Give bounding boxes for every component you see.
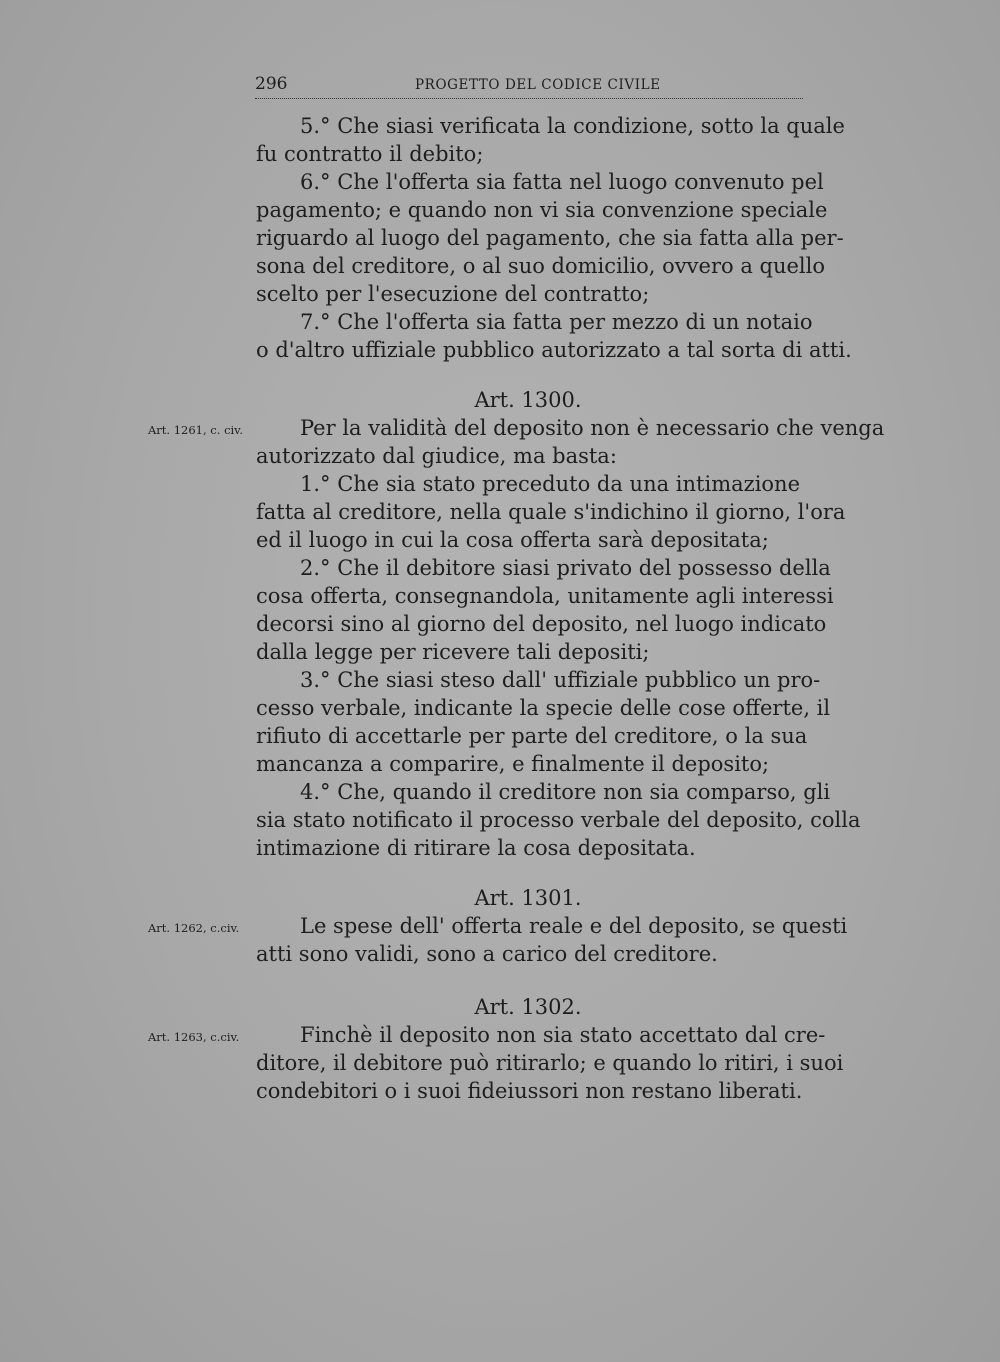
text-line: intimazione di ritirare la cosa depositata. <box>256 836 696 860</box>
text-line: condebitori o i suoi fideiussori non restano liberati. <box>256 1079 803 1103</box>
text-line: dalla legge per ricevere tali depositi; <box>256 640 650 664</box>
text-line: fatta al creditore, nella quale s'indichino il giorno, l'ora <box>256 500 846 524</box>
margin-reference: Art. 1263, c.civ. <box>148 1030 240 1044</box>
text-line: pagamento; e quando non vi sia convenzione speciale <box>256 198 828 222</box>
text-line: 5.° Che siasi verificata la condizione, sotto la quale <box>300 114 845 138</box>
text-line: scelto per l'esecuzione del contratto; <box>256 282 650 306</box>
article-heading: Art. 1300. <box>474 388 582 412</box>
running-head-title: PROGETTO DEL CODICE CIVILE <box>415 77 661 93</box>
text-line: sona del creditore, o al suo domicilio, ovvero a quello <box>256 254 825 278</box>
text-line: ditore, il debitore può ritirarlo; e quando lo ritiri, i suoi <box>256 1051 844 1075</box>
running-head <box>255 74 803 99</box>
page-number: 296 <box>255 74 288 94</box>
text-line: Le spese dell' offerta reale e del deposito, se questi <box>300 914 848 938</box>
text-line: 6.° Che l'offerta sia fatta nel luogo convenuto pel <box>300 170 824 194</box>
text-line: decorsi sino al giorno del deposito, nel luogo indicato <box>256 612 827 636</box>
text-line: 4.° Che, quando il creditore non sia comparso, gli <box>300 780 831 804</box>
text-line: ed il luogo in cui la cosa offerta sarà depositata; <box>256 528 769 552</box>
text-line: atti sono validi, sono a carico del creditore. <box>256 942 718 966</box>
text-line: Finchè il deposito non sia stato accettato dal cre- <box>300 1023 826 1047</box>
text-line: mancanza a comparire, e finalmente il deposito; <box>256 752 770 776</box>
margin-reference: Art. 1262, c.civ. <box>148 921 240 935</box>
text-line: fu contratto il debito; <box>256 142 484 166</box>
text-line: 7.° Che l'offerta sia fatta per mezzo di un notaio <box>300 310 813 334</box>
text-line: rifiuto di accettarle per parte del creditore, o la sua <box>256 724 808 748</box>
text-line: cesso verbale, indicante la specie delle cose offerte, il <box>256 696 831 720</box>
text-line: 3.° Che siasi steso dall' uffiziale pubblico un pro- <box>300 668 821 692</box>
text-line: 2.° Che il debitore siasi privato del possesso della <box>300 556 831 580</box>
text-line: 1.° Che sia stato preceduto da una intimazione <box>300 472 801 496</box>
text-line: o d'altro uffiziale pubblico autorizzato a tal sorta di atti. <box>256 338 852 362</box>
text-line: autorizzato dal giudice, ma basta: <box>256 444 617 468</box>
article-heading: Art. 1301. <box>474 886 582 910</box>
text-line: Per la validità del deposito non è necessario che venga <box>300 416 885 440</box>
text-line: sia stato notificato il processo verbale del deposito, colla <box>256 808 861 832</box>
text-line: cosa offerta, consegnandola, unitamente agli interessi <box>256 584 834 608</box>
article-heading: Art. 1302. <box>474 995 582 1019</box>
text-line: riguardo al luogo del pagamento, che sia fatta alla per- <box>256 226 844 250</box>
margin-reference: Art. 1261, c. civ. <box>148 423 243 437</box>
